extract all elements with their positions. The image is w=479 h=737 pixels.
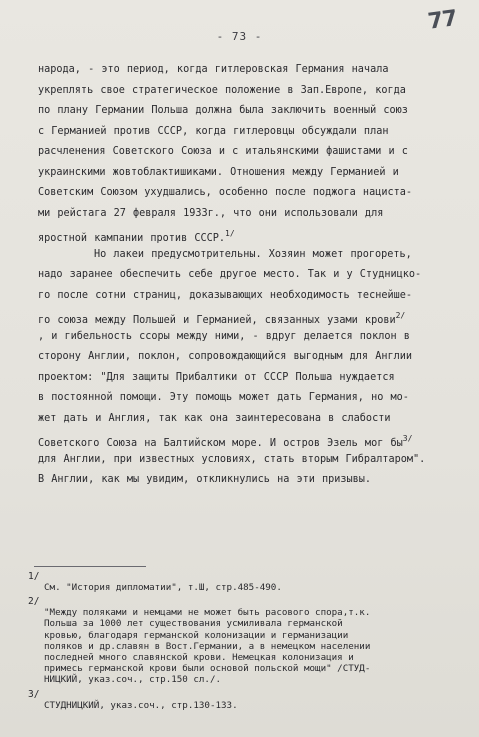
text-line: укреплять свое стратегическое положение в Зап.Европе, когда: [38, 84, 406, 96]
text-line: [38, 429, 458, 450]
footnote-ref-2: 2/: [395, 311, 406, 320]
text-line: , и гибельность ссоры между ними, - вдруг делается поклон в: [38, 330, 410, 342]
text-line: жет дать и Англия, так как она заинтересована в слабости: [38, 412, 391, 424]
text-line: го после сотни страниц, доказывающих необходимость теснейше-: [38, 289, 413, 301]
text-line: надо заранее обеспечить себе другое место. Так и у Студницко-: [38, 269, 422, 280]
text-line-content: Советского Союза на Балтийском море. И остров Эзель мог бы: [38, 438, 403, 449]
footnote-mark: 2/: [28, 596, 40, 608]
footnote-mark: 3/: [28, 688, 40, 700]
text-line: по плану Германии Польша должна была заключить военный союз: [38, 105, 408, 116]
text-line: украинскими жовтоблактишиками. Отношения между Германией и: [38, 166, 399, 178]
footnote-line: СТУДНИЦКИЙ, указ.соч., стр.130-133.: [44, 699, 238, 711]
text-line: [38, 224, 458, 245]
footnote-line: кровью, благодаря германской колонизации и германизации: [44, 629, 349, 641]
footnote-ref-3: 3/: [402, 434, 413, 443]
main-text: [38, 60, 458, 491]
footnote-line: примесь германской крови были основой польской мощи" /СТУД-: [44, 663, 371, 675]
footnote-line: См. "История дипломатии", т.Ш, стр.485-490.: [44, 582, 282, 593]
text-line: [38, 306, 458, 327]
footnote-line: последней много славянской крови. Немецкая колонизация и: [44, 651, 354, 663]
text-line: для Англии, при известных условиях, стать вторым Гибралтаром".: [38, 453, 426, 465]
archive-page-mark: 77: [426, 6, 459, 35]
text-line: ми рейстага 27 февраля 1933г., что они использовали для: [38, 207, 384, 219]
text-line: расчленения Советского Союза и с итальянскими фашистами и с: [38, 146, 408, 157]
footnote-line: Польша за 1000 лет существования усмиливала германской: [44, 618, 343, 630]
text-line: проектом: "Для защиты Прибалтики от СССР Польша нуждается: [38, 371, 395, 383]
text-line: сторону Англии, поклон, сопровождающийся выгодным для Англии: [38, 351, 413, 362]
footnote-mark: 1/: [28, 571, 40, 582]
text-line: Но лакеи предусмотрительны. Хозяин может прогореть,: [94, 248, 412, 260]
footnote-line: НИЦКИЙ, указ.соч., стр.150 сл./.: [44, 674, 222, 686]
text-line-content: го союза между Польшей и Германией, связанных узами крови: [38, 315, 396, 326]
footnote-ref-1: 1/: [225, 229, 235, 238]
footnote-separator: [34, 566, 146, 567]
text-line: в постоянной помощи. Эту помощь может дать Германия, но мо-: [38, 392, 409, 403]
footnotes: [28, 572, 468, 711]
text-line: народа, - это период, когда гитлеровская Германия начала: [38, 64, 389, 75]
text-line: В Англии, как мы увидим, откликнулись на эти призывы.: [38, 474, 372, 485]
text-line: Советским Союзом ухудшались, особенно после поджога нациста-: [38, 187, 413, 198]
footnote-line: "Между поляками и немцами не может быть расового спора,т.к.: [44, 607, 371, 619]
text-line: с Германией против СССР, когда гитлеровцы обсуждали план: [38, 125, 389, 137]
text-line-content: яростной кампании против СССР.: [38, 233, 226, 244]
page-number: - 73 -: [216, 30, 263, 43]
footnote-line: поляков и др.славян в Вост.Германии, а в немецком населении: [44, 640, 371, 652]
